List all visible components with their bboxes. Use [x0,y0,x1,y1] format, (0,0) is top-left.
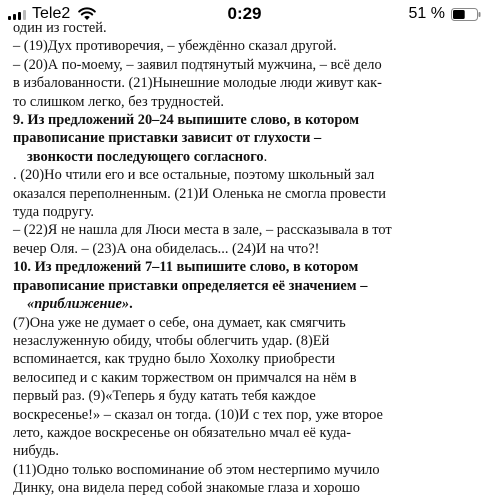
task-10-line: правописание приставки определяется её значением – [13,277,368,294]
clock: 0:29 [227,4,262,23]
battery-percent: 51 % [408,5,445,22]
text-line: один из гостей. [13,20,107,36]
text-line: то слишком легко, без трудностей. [13,93,224,110]
task-10-line: 10. Из предложений 7–11 выпишите слово, в котором [13,259,359,276]
passage-line: нибудь. [13,443,59,460]
passage-line: незаслуженную обиду, чтобы облегчить удар. (8)Ей [13,332,330,349]
passage-line: оказался переполненным. (21)И Оленька не смогла провести [13,185,386,202]
task-10-tail: . [129,296,133,313]
passage-line: велосипед и с каким торжеством он примчался на нём в [13,369,357,386]
passage-line: вспоминается, как трудно было Хохолку приобрести [13,351,336,368]
text-line: в избалованности. (21)Нынешние молодые люди живут как- [13,75,382,92]
carrier-name: Tele2 [32,5,71,22]
task-9-line: 9. Из предложений 20–24 выпишите слово, в котором [13,112,360,129]
passage-line: лето, каждое воскресенье он обязательно мчал её куда- [13,424,352,441]
passage-line: (7)Она уже не думает о себе, она думает, как смягчить [13,314,346,331]
task-9-tail: . [263,148,268,165]
passage-line: вечер Оля. – (23)А она обиделась... (24)И на что?! [13,240,320,257]
passage-line: первый раз. (9)«Теперь я буду катать тебя каждое [13,388,316,405]
passage-line: туда подругу. [13,204,94,221]
passage-line: (11)Одно только воспоминание об этом нестерпимо мучило [13,461,380,478]
text-line: – (19)Дух противоречия, – убеждённо сказал другой. [13,38,337,55]
passage-line: . (20)Но чтили его и все остальные, поэтому школьный зал [13,167,375,184]
task-10-line [13,295,483,313]
text-line: – (20)А по-моему, – заявил подтянутый мужчина, – всё дело [13,56,382,73]
task-9-line: правописание приставки зависит от глухости – [13,130,322,147]
passage-line: воскресенье!» – сказал он тогда. (10)И с тех пор, уже второе [13,406,383,423]
passage-line: – (22)Я не нашла для Люси места в зале, – рассказывала в тот [13,222,392,239]
document-text [13,19,483,498]
passage-line: Динку, она видела перед собой знакомые глаза и хорошо [13,480,360,497]
task-9-line [13,148,483,166]
task-10-emphasis: «приближение» [27,296,130,313]
task-9-emphasis: звонкости последующего согласного [27,148,264,165]
